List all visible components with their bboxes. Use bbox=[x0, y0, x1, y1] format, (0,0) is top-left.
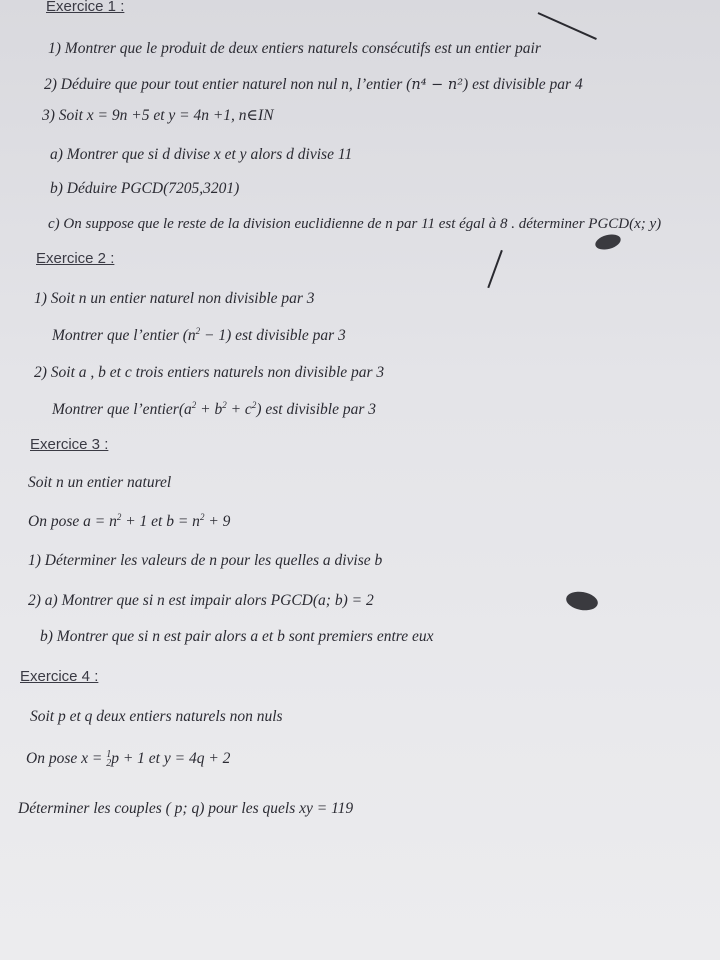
ex1-question-3: 3) Soit x = 9n +5 et y = 4n +1, n∈IN bbox=[42, 107, 274, 124]
ex2-question-1-instruction: Montrer que l’entier $(n^2 - 1)$ est divisible par 3 bbox=[52, 326, 346, 345]
ex3-question-2a: 2) a) Montrer que si n est impair alors PGCD(a; b) = 2 bbox=[28, 592, 374, 609]
ex4-question: Déterminer les couples ( p; q) pour les quels xy = 119 bbox=[18, 800, 354, 817]
ex1-question-1: 1) Montrer que le produit de deux entiers naturels consécutifs est un entier pair bbox=[48, 40, 541, 57]
ex3-intro: Soit n un entier naturel bbox=[28, 474, 172, 491]
exercise-2-heading: Exercice 2 : bbox=[36, 250, 115, 267]
exercise-1-heading: Exercice 1 : bbox=[46, 0, 125, 15]
ink-smudge bbox=[565, 589, 600, 612]
ex1-question-3c: c) On suppose que le reste de la division euclidienne de n par 11 est égal à 8 . déterminer PGCD(x; y) bbox=[48, 216, 662, 232]
ex1-question-2: 2) Déduire que pour tout entier naturel non nul n, l’entier (n⁴ − n²) est divisible par 4 bbox=[44, 76, 583, 93]
ex4-intro: Soit p et q deux entiers naturels non nuls bbox=[30, 708, 283, 725]
ex3-question-1: 1) Déterminer les valeurs de n pour les quelles a divise b bbox=[28, 552, 383, 569]
exercise-3-heading: Exercice 3 : bbox=[30, 436, 109, 453]
ex2-question-2: 2) Soit a , b et c trois entiers naturels non divisible par 3 bbox=[34, 364, 385, 381]
ex3-definitions: On pose $a = n^2 + 1$ et $b = n^2 + 9$ bbox=[28, 512, 231, 531]
ex3-question-2b: b) Montrer que si n est pair alors a et b sont premiers entre eux bbox=[40, 628, 434, 645]
ex2-question-1: 1) Soit n un entier naturel non divisible par 3 bbox=[34, 290, 315, 307]
ex4-definitions: On pose x = 1 2p + 1 et y = 4q + 2 bbox=[26, 749, 231, 770]
ex1-question-3a: a) Montrer que si d divise x et y alors d divise 11 bbox=[50, 146, 353, 163]
ex2-question-2-instruction: Montrer que $l’entier(a^2 + b^2 + c^2)$ est divisible par 3 bbox=[52, 400, 376, 419]
pen-mark bbox=[538, 12, 597, 40]
exercise-4-heading: Exercice 4 : bbox=[20, 668, 99, 685]
pen-mark bbox=[487, 250, 502, 288]
ink-smudge bbox=[594, 232, 623, 252]
ex1-question-3b: b) Déduire PGCD(7205,3201) bbox=[50, 180, 240, 197]
fraction-one-half: 1 2 bbox=[106, 749, 112, 770]
